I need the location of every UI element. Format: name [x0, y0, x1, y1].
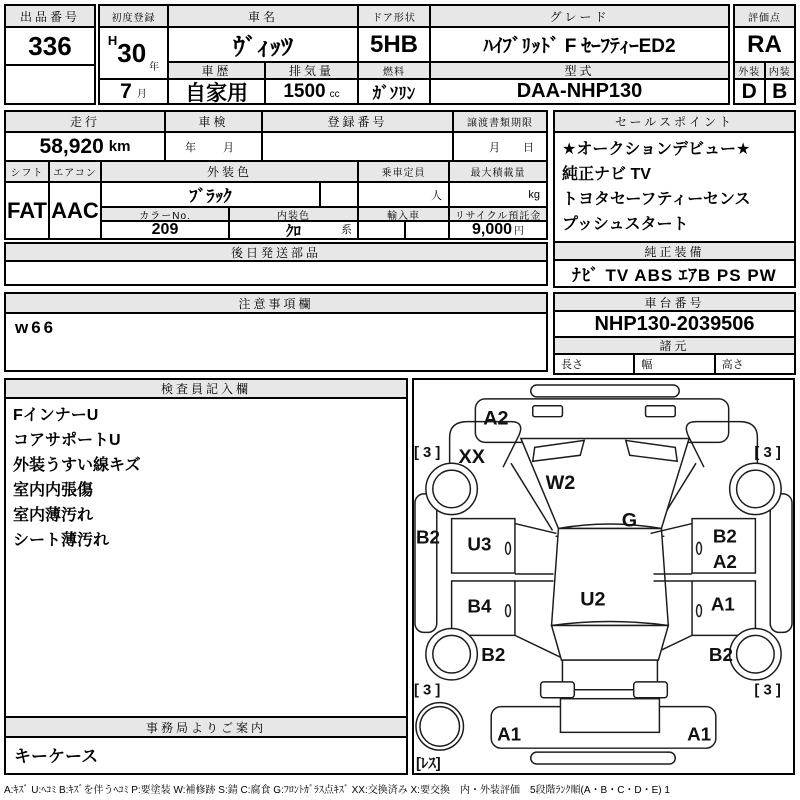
later-parts-value	[6, 262, 546, 284]
fuel-value: ｶﾞｿﾘﾝ	[359, 80, 429, 103]
history-value: 自家用	[169, 80, 264, 103]
symbol-legend: A:ｷｽﾞ U:ﾍｺﾐ B:ｷｽﾞを伴うﾍｺﾐ P:要塗装 W:補修跡 S:錆 C:腐食 G:ﾌﾛﾝﾄｶﾞﾗｽ点ｷｽﾞ XX:交換済み X:要交換 内・外装評価 5段階ﾗﾝｸ順(A・B・C・D・E) 1	[4, 785, 670, 796]
aircon-value: AAC	[50, 183, 100, 238]
spec-height-label: 高さ	[716, 355, 794, 373]
chassis-box	[553, 292, 796, 375]
first-reg-month	[100, 80, 167, 103]
shaken-label: 車検	[166, 112, 261, 131]
inspector-note-line: FインナーU	[13, 407, 99, 424]
recycle-label: リサイクル預託金	[450, 208, 546, 220]
diagram-label-spare-tire: [ﾚｽ]	[415, 755, 441, 772]
left-taillight-shape	[541, 682, 575, 698]
diagram-label-right-front-door-upper: B2	[712, 525, 737, 547]
first-reg-era: H	[107, 33, 118, 48]
diagram-label-glass: G	[621, 509, 638, 532]
sales-points-label: セールスポイント	[555, 112, 794, 131]
auction-no-label: 出品番号	[6, 6, 94, 26]
hatch-lower-shape	[560, 699, 659, 733]
diagram-label-tread-rear-right: [ 3 ]	[754, 682, 781, 699]
inspector-note-line: 外装うすい線キズ	[13, 457, 141, 474]
sales-point-line: トヨタセーフティーセンス	[562, 191, 751, 208]
import-cell-right	[406, 222, 448, 238]
specs-label: 諸元	[555, 338, 794, 353]
later-parts-box	[4, 242, 548, 286]
diagram-label-left-front-door: U3	[467, 533, 492, 555]
hood-shape	[475, 399, 728, 443]
front-right-wheel-inner	[737, 470, 775, 508]
exterior-score-label: 外装	[735, 63, 764, 78]
ext-color-value: ﾌﾞﾗｯｸ	[102, 183, 319, 206]
caution-notes-label: 注意事項欄	[6, 294, 546, 312]
diagram-label-left-rear-door: B4	[467, 595, 492, 617]
car-top-view	[414, 380, 793, 773]
door-handle	[506, 542, 511, 554]
recycle-unit: 円	[514, 226, 525, 237]
car-name-value: ｳﾞｨｯﾂ	[169, 28, 357, 61]
right-headlight-shape	[646, 406, 676, 417]
diagram-label-left-sill: B2	[415, 526, 441, 548]
rear-lower-bar-shape	[531, 752, 675, 764]
front-bumper-shape	[531, 385, 679, 397]
ext-color-label: 外装色	[102, 162, 357, 181]
diagram-label-hood: A2	[483, 407, 509, 430]
reg-no-value	[263, 133, 452, 160]
left-sill-strip	[415, 494, 437, 633]
auction-no-value: 336	[6, 28, 94, 64]
interior-score-value: B	[766, 80, 795, 103]
shaken-value: 年 月	[166, 133, 261, 160]
mileage-number: 58,920	[39, 134, 104, 158]
right-taillight-shape	[634, 682, 668, 698]
sales-point-line: プッシュスタート	[562, 216, 689, 233]
int-color-value	[230, 222, 357, 238]
diagram-label-rear-right-quarter: B2	[708, 644, 733, 666]
auction-no-empty-cell	[6, 66, 94, 103]
exterior-score-value: D	[735, 80, 764, 103]
score-value: RA	[735, 28, 794, 61]
door-handle	[697, 542, 702, 554]
rear-left-wheel-inner	[433, 635, 471, 673]
factory-equipment-label: 純正装備	[555, 243, 794, 259]
color-table	[4, 160, 548, 240]
rear-window-shape	[552, 625, 669, 660]
inspector-note-line: 室内薄汚れ	[13, 507, 94, 524]
sales-points-list	[555, 133, 794, 241]
transfer-deadline-value: 月 日	[454, 133, 546, 160]
shift-value: FAT	[6, 183, 48, 238]
diagram-label-rear-left-quarter: B2	[481, 644, 506, 666]
factory-equipment-value: ﾅﾋﾞ TV ABS ｴｱB PS PW	[555, 261, 794, 286]
door-shape-label: ドア形状	[359, 6, 429, 26]
sales-points-box	[553, 110, 796, 288]
mileage-table	[4, 110, 548, 162]
diagram-label-right-front-door-lower: A2	[712, 551, 737, 573]
mileage-unit: km	[108, 138, 131, 155]
chassis-label: 車台番号	[555, 294, 794, 310]
inspector-notes-list	[6, 399, 406, 716]
inspector-note-line: コアサポートU	[13, 432, 121, 449]
spare-tire-inner	[420, 707, 460, 747]
mileage-label: 走行	[6, 112, 164, 131]
diagram-label-windshield: W2	[545, 471, 576, 494]
score-box	[733, 4, 796, 105]
sales-point-line: 純正ナビ TV	[562, 166, 651, 183]
caution-notes-box	[4, 292, 548, 372]
first-reg-label: 初度登録	[100, 6, 167, 26]
diagram-label-front-left-fender: XX	[458, 446, 485, 469]
caution-notes-value: w66	[6, 314, 546, 370]
aircon-label: エアコン	[50, 162, 100, 181]
left-headlight-shape	[533, 406, 563, 417]
recycle-value	[450, 222, 546, 238]
diagram-label-rear-bumper-right: A1	[687, 723, 712, 745]
diagram-label-right-rear-door: A1	[710, 593, 735, 615]
diagram-label-tread-front-right: [ 3 ]	[754, 445, 781, 462]
diagram-label-rear-bumper-left: A1	[497, 723, 522, 745]
auction-no-box	[4, 4, 96, 105]
grade-label: グレード	[431, 6, 728, 26]
door-handle	[697, 605, 702, 617]
ext-color-sub-cell	[321, 183, 357, 206]
diagram-label-tread-rear-left: [ 3 ]	[414, 682, 441, 699]
front-left-wheel-inner	[433, 470, 471, 508]
inspector-note-line: シート薄汚れ	[13, 532, 110, 549]
spec-width-label: 幅	[635, 355, 713, 373]
reg-no-label: 登録番号	[263, 112, 452, 131]
recycle-amount: 9,000	[471, 222, 513, 238]
max-load-unit: kg	[450, 183, 546, 206]
diagram-label-tread-front-left: [ 3 ]	[414, 445, 441, 462]
first-reg-month-unit: 月	[136, 89, 147, 100]
chassis-value: NHP130-2039506	[555, 312, 794, 336]
roof-shape	[552, 529, 669, 626]
spec-length-label: 長さ	[555, 355, 633, 373]
int-color-name: ｸﾛ	[285, 222, 301, 238]
right-sill-strip	[770, 494, 792, 633]
model-code-value: DAA-NHP130	[431, 80, 728, 103]
office-notice-box	[4, 716, 408, 775]
displacement-label: 排気量	[266, 63, 357, 78]
int-color-label: 内装色	[230, 208, 357, 220]
office-notice-label: 事務局よりご案内	[6, 718, 406, 736]
displacement-unit: cc	[329, 89, 340, 100]
fuel-label: 燃料	[359, 63, 429, 78]
import-cell-left	[359, 222, 404, 238]
first-reg-year	[100, 28, 167, 78]
later-parts-label: 後日発送部品	[6, 244, 546, 260]
inspector-notes-box	[4, 378, 408, 718]
first-reg-year-value: 30	[117, 37, 147, 68]
score-label: 評価点	[735, 6, 794, 26]
capacity-unit: 人	[359, 183, 448, 206]
door-handle	[506, 605, 511, 617]
interior-score-label: 内装	[766, 63, 795, 78]
history-label: 車歴	[169, 63, 264, 78]
first-reg-year-unit: 年	[149, 62, 160, 73]
displacement-number: 1500	[283, 80, 326, 102]
displacement-value	[266, 80, 357, 103]
diagram-label-roof: U2	[580, 588, 606, 611]
rear-right-wheel-inner	[737, 635, 775, 673]
color-no-value: 209	[102, 222, 228, 238]
max-load-label: 最大積載量	[450, 162, 546, 181]
inspector-note-line: 室内内張傷	[13, 482, 94, 499]
car-name-label: 車名	[169, 6, 357, 26]
int-color-suffix: 系	[341, 224, 352, 236]
color-no-label: カラーNo.	[102, 208, 228, 220]
model-code-label: 型式	[431, 63, 728, 78]
inspector-notes-label: 検査員記入欄	[6, 380, 406, 397]
door-shape-value: 5HB	[359, 28, 429, 61]
capacity-label: 乗車定員	[359, 162, 448, 181]
mileage-value	[6, 133, 164, 160]
shift-label: シフト	[6, 162, 48, 181]
import-label: 輸入車	[359, 208, 448, 220]
office-notice-value: キーケース	[6, 738, 406, 773]
sales-point-line: ★オークションデビュー★	[562, 141, 751, 158]
grade-value: ﾊｲﾌﾞﾘｯﾄﾞ F ｾｰﾌﾃｨｰED2	[431, 28, 728, 61]
transfer-deadline-label: 譲渡書類期限	[454, 112, 546, 131]
vehicle-info-table	[98, 4, 730, 105]
first-reg-month-value: 7	[120, 80, 132, 103]
car-condition-diagram	[412, 378, 795, 775]
